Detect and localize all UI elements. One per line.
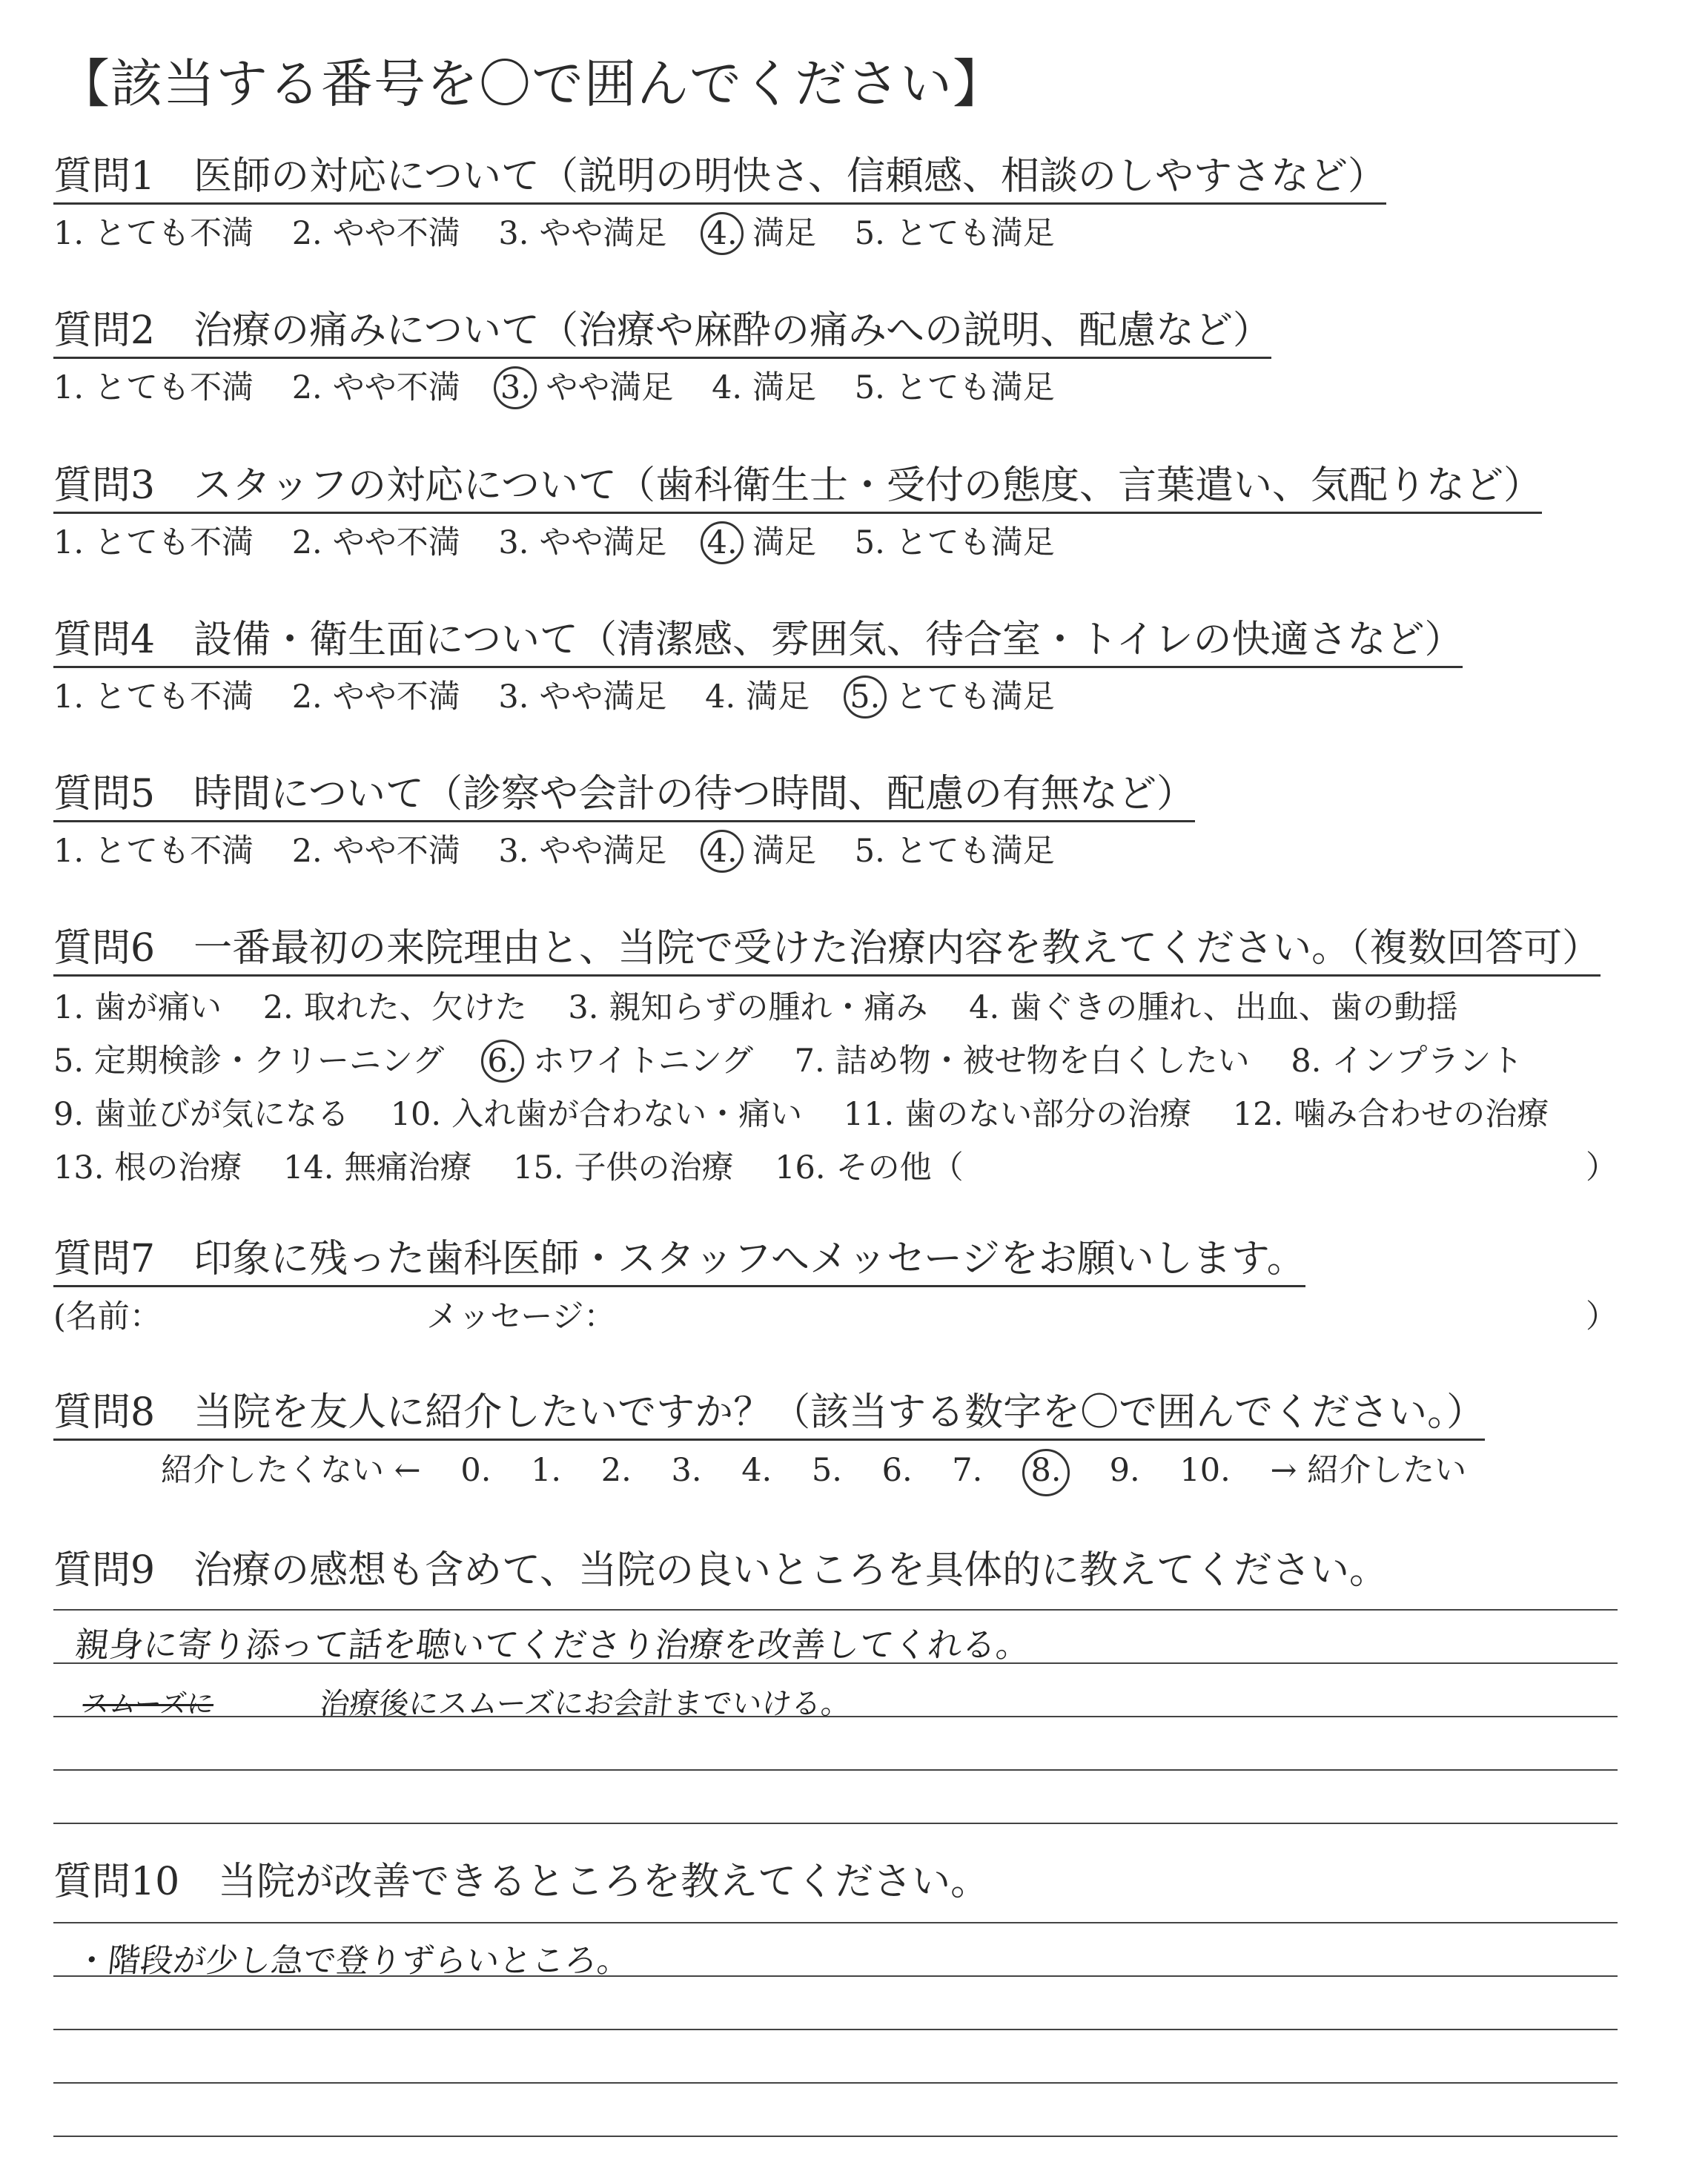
question-5-choices [53, 830, 1195, 873]
choice[interactable]: 4. 満足 [705, 678, 810, 716]
question-6 [53, 924, 1618, 1195]
choice[interactable]: 1. とても不満 [53, 369, 254, 406]
option[interactable]: 5. 定期検診・クリーニング [53, 1043, 445, 1080]
name-label: (名前： [53, 1298, 162, 1335]
option-other[interactable]: 16. その他（ [775, 1149, 964, 1186]
choice[interactable]: 5. とても満足 [854, 369, 1055, 406]
choice[interactable]: 5. とても満足 [854, 524, 1055, 561]
question-5 [53, 770, 1195, 873]
question-1-title: 質問1 医師の対応について（説明の明快さ、信頼感、相談のしやすさなど） [53, 152, 1386, 205]
question-2-choices [53, 366, 1271, 409]
question-5-title: 質問5 時間について（診察や会計の待つ時間、配慮の有無など） [53, 770, 1195, 822]
choice[interactable]: 3. やや満足 [498, 215, 667, 252]
choice[interactable]: 2. やや不満 [291, 524, 460, 561]
question-8-title: 質問8 当院を友人に紹介したいですか？（該当する数字を〇で囲んでください。） [53, 1388, 1485, 1441]
question-7-fields [53, 1295, 1618, 1339]
option[interactable]: 14. 無痛治療 [283, 1149, 472, 1186]
scale-item[interactable]: 1. [531, 1452, 562, 1489]
question-10-answer-area[interactable] [53, 1922, 1618, 2144]
choice[interactable]: 1. とても不満 [53, 215, 254, 252]
choice-selected[interactable]: 3. やや満足 [498, 366, 673, 409]
choice[interactable]: 1. とても不満 [53, 524, 254, 561]
option[interactable]: 12. 噛み合わせの治療 [1232, 1096, 1549, 1133]
option[interactable]: 2. 取れた、欠けた [262, 989, 527, 1026]
option[interactable]: 3. 親知らずの腫れ・痛み [568, 989, 928, 1026]
question-4-title: 質問4 設備・衛生面について（清潔感、雰囲気、待合室・トイレの快適さなど） [53, 615, 1463, 668]
option[interactable]: 1. 歯が痛い [53, 989, 222, 1026]
struck-text: スムーズに [81, 1689, 216, 1720]
question-2-title: 質問2 治療の痛みについて（治療や麻酔の痛みへの説明、配慮など） [53, 306, 1271, 359]
choice[interactable]: 2. やや不満 [291, 369, 460, 406]
choice-selected[interactable]: 4. 満足 [705, 830, 816, 873]
question-7 [53, 1235, 1618, 1339]
question-10-title: 質問10 当院が改善できるところを教えてください。 [53, 1860, 990, 1904]
question-3 [53, 461, 1542, 564]
choice-selected[interactable]: 4. 満足 [705, 212, 816, 255]
choice[interactable]: 5. とても満足 [854, 833, 1055, 870]
question-2 [53, 306, 1271, 409]
question-6-options [53, 981, 1618, 1195]
choice-selected[interactable]: 5. とても満足 [848, 676, 1055, 719]
question-9-title: 質問9 治療の感想も含めて、当院の良いところを具体的に教えてください。 [53, 1548, 1388, 1593]
choice[interactable]: 1. とても不満 [53, 833, 254, 870]
handwritten-answer: 治療後にスムーズにお会計までいける。 [318, 1687, 853, 1721]
option[interactable]: 9. 歯並びが気になる [53, 1096, 350, 1133]
scale-left-label: 紹介したくない ← [161, 1452, 421, 1489]
option[interactable]: 8. インプラント [1291, 1043, 1523, 1080]
page-title: 【該当する番号を〇で囲んでください】 [58, 53, 1005, 114]
scale-item[interactable]: 6. [881, 1452, 913, 1489]
question-7-title: 質問7 印象に残った歯科医師・スタッフへメッセージをお願いします。 [53, 1235, 1305, 1287]
option[interactable]: 13. 根の治療 [53, 1149, 242, 1186]
scale-item-selected[interactable]: 8. [1022, 1449, 1070, 1496]
choice[interactable]: 2. やや不満 [291, 833, 460, 870]
question-4-choices [53, 676, 1463, 719]
recommend-scale [161, 1448, 1496, 1496]
handwritten-answer: 親身に寄り添って話を聴いてくださり治療を改善してくれる。 [73, 1625, 1033, 1665]
option[interactable]: 11. 歯のない部分の治療 [843, 1096, 1192, 1133]
option[interactable]: 7. 詰め物・被せ物を白くしたい [794, 1043, 1250, 1080]
question-9-answer-area[interactable] [53, 1609, 1618, 1832]
question-1 [53, 152, 1386, 255]
choice[interactable]: 3. やや満足 [498, 678, 667, 716]
option[interactable]: 10. 入れ歯が合わない・痛い [390, 1096, 803, 1133]
choice[interactable]: 3. やや満足 [498, 833, 667, 870]
choice[interactable]: 4. 満足 [712, 369, 817, 406]
message-label: メッセージ： [426, 1298, 616, 1335]
choice[interactable]: 5. とても満足 [854, 215, 1055, 252]
option[interactable]: 4. 歯ぐきの腫れ、出血、歯の動揺 [969, 989, 1458, 1026]
option-selected[interactable]: 6. ホワイトニング [486, 1034, 753, 1088]
scale-item[interactable]: 2. [600, 1452, 632, 1489]
question-3-title: 質問3 スタッフの対応について（歯科衛生士・受付の態度、言葉遣い、気配りなど） [53, 461, 1542, 514]
scale-right-label: → 紹介したい [1270, 1452, 1467, 1489]
scale-item[interactable]: 7. [952, 1452, 983, 1489]
choice[interactable]: 2. やや不満 [291, 678, 460, 716]
question-3-choices [53, 521, 1542, 564]
scale-item[interactable]: 3. [671, 1452, 702, 1489]
question-4 [53, 615, 1463, 719]
question-9 [53, 1546, 1388, 1596]
question-6-title: 質問6 一番最初の来院理由と、当院で受けた治療内容を教えてください。（複数回答可） [53, 924, 1601, 977]
scale-item[interactable]: 9. [1109, 1452, 1140, 1489]
close-paren: ） [1586, 1298, 1618, 1335]
question-1-choices [53, 212, 1386, 255]
scale-item[interactable]: 4. [741, 1452, 772, 1489]
choice[interactable]: 2. やや不満 [291, 215, 460, 252]
choice[interactable]: 3. やや満足 [498, 524, 667, 561]
scale-item[interactable]: 5. [811, 1452, 842, 1489]
scale-item[interactable]: 10. [1179, 1452, 1231, 1489]
close-paren: ） [1586, 1149, 1618, 1186]
question-8 [53, 1388, 1496, 1496]
option[interactable]: 15. 子供の治療 [513, 1149, 734, 1186]
choice[interactable]: 1. とても不満 [53, 678, 254, 716]
choice-selected[interactable]: 4. 満足 [705, 521, 816, 564]
scale-item[interactable]: 0. [460, 1452, 491, 1489]
question-10 [53, 1857, 989, 1908]
handwritten-answer: ・階段が少し急で登りずらいところ。 [73, 1942, 632, 1980]
